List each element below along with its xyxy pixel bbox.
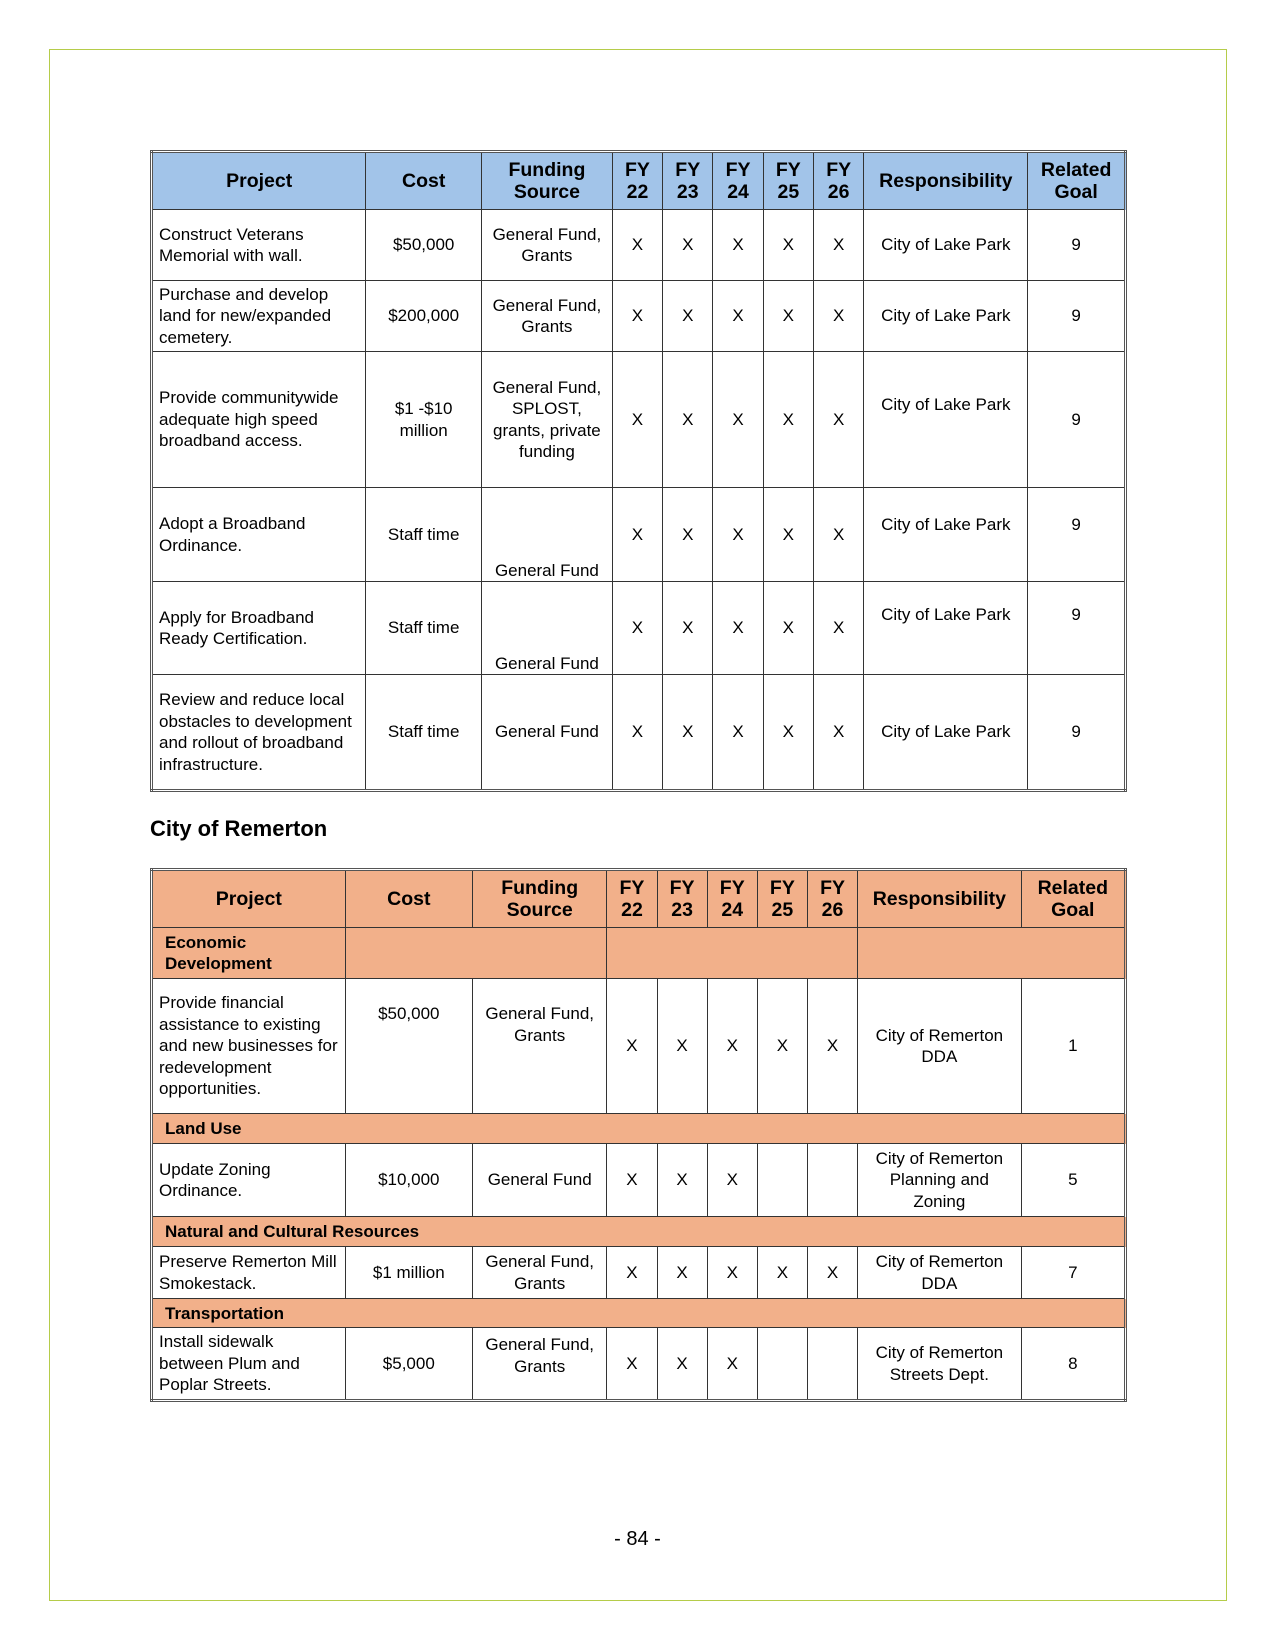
category-filler xyxy=(472,928,606,979)
fy23-cell: X xyxy=(663,352,713,488)
fy23-cell: X xyxy=(657,1328,707,1401)
category-row xyxy=(152,1217,1126,1247)
responsibility-cell: City of Lake Park xyxy=(864,582,1028,675)
responsibility-cell: City of Remerton Streets Dept. xyxy=(858,1328,1022,1401)
fy23-cell: X xyxy=(663,582,713,675)
project-cell: Construct Veterans Memorial with wall. xyxy=(152,210,366,281)
table-row xyxy=(152,979,1126,1114)
project-cell: Preserve Remerton Mill Smokestack. xyxy=(152,1247,346,1299)
fy25-cell xyxy=(757,1328,807,1401)
goal-cell: 9 xyxy=(1028,488,1126,582)
project-cell: Install sidewalk between Plum and Poplar Streets. xyxy=(152,1328,346,1401)
header-fy23: FY 23 xyxy=(657,870,707,928)
responsibility-cell: City of Remerton Planning and Zoning xyxy=(858,1144,1022,1217)
fy26-cell: X xyxy=(807,1247,857,1299)
fy23-cell: X xyxy=(663,488,713,582)
responsibility-cell: City of Remerton DDA xyxy=(858,1247,1022,1299)
goal-cell: 9 xyxy=(1028,582,1126,675)
fy24-cell: X xyxy=(707,1247,757,1299)
cost-cell: Staff time xyxy=(366,488,482,582)
funding-cell: General Fund xyxy=(482,675,613,791)
funding-cell: General Fund xyxy=(482,582,613,675)
fy23-cell: X xyxy=(663,281,713,352)
fy26-cell: X xyxy=(814,281,864,352)
goal-cell: 9 xyxy=(1028,675,1126,791)
table-row xyxy=(152,1144,1126,1217)
table-row xyxy=(152,1247,1126,1299)
fy24-cell: X xyxy=(713,488,763,582)
responsibility-cell: City of Lake Park xyxy=(864,488,1028,582)
funding-cell: General Fund, SPLOST, grants, private funding xyxy=(482,352,613,488)
fy24-cell: X xyxy=(713,352,763,488)
goal-cell: 9 xyxy=(1028,281,1126,352)
fy25-cell: X xyxy=(763,582,813,675)
table-row xyxy=(152,488,1126,582)
goal-cell: 7 xyxy=(1021,1247,1125,1299)
category-row xyxy=(152,1299,1126,1328)
section-heading: City of Remerton xyxy=(150,816,328,841)
fy26-cell: X xyxy=(814,210,864,281)
fy22-cell: X xyxy=(607,1247,657,1299)
category-label: Natural and Cultural Resources xyxy=(152,1217,1126,1247)
table-row xyxy=(152,210,1126,281)
cost-cell: $1 million xyxy=(345,1247,472,1299)
funding-cell: General Fund, Grants xyxy=(482,281,613,352)
cost-cell: $1 -$10 million xyxy=(366,352,482,488)
goal-cell: 9 xyxy=(1028,352,1126,488)
cost-cell: $200,000 xyxy=(366,281,482,352)
fy22-cell: X xyxy=(612,488,662,582)
fy26-cell xyxy=(807,1328,857,1401)
goal-cell: 1 xyxy=(1021,979,1125,1114)
fy24-cell: X xyxy=(707,1328,757,1401)
category-row xyxy=(152,928,1126,979)
project-cell: Purchase and develop land for new/expanded cemetery. xyxy=(152,281,366,352)
table-row xyxy=(152,675,1126,791)
fy26-cell: X xyxy=(807,979,857,1114)
header-fy22: FY 22 xyxy=(607,870,657,928)
funding-cell: General Fund, Grants xyxy=(472,1247,606,1299)
funding-cell: General Fund, Grants xyxy=(482,210,613,281)
goal-cell: 5 xyxy=(1021,1144,1125,1217)
table-row xyxy=(152,582,1126,675)
fy25-cell xyxy=(757,1144,807,1217)
header-fy23: FY 23 xyxy=(663,152,713,210)
fy26-cell xyxy=(807,1144,857,1217)
header-project: Project xyxy=(152,870,346,928)
category-label: Transportation xyxy=(152,1299,1126,1328)
responsibility-cell: City of Remerton DDA xyxy=(858,979,1022,1114)
project-cell: Update Zoning Ordinance. xyxy=(152,1144,346,1217)
category-label: Economic Development xyxy=(152,928,346,979)
fy26-cell: X xyxy=(814,675,864,791)
project-cell: Review and reduce local obstacles to development and rollout of broadband infrastructure. xyxy=(152,675,366,791)
fy22-cell: X xyxy=(612,675,662,791)
fy23-cell: X xyxy=(657,979,707,1114)
fy22-cell: X xyxy=(612,210,662,281)
header-fy24: FY 24 xyxy=(707,870,757,928)
header-funding-source: Funding Source xyxy=(482,152,613,210)
header-fy26: FY 26 xyxy=(814,152,864,210)
cost-cell: Staff time xyxy=(366,675,482,791)
header-row xyxy=(152,870,1126,928)
header-responsibility: Responsibility xyxy=(858,870,1022,928)
fy22-cell: X xyxy=(607,979,657,1114)
fy24-cell: X xyxy=(713,281,763,352)
responsibility-cell: City of Lake Park xyxy=(864,210,1028,281)
fy22-cell: X xyxy=(612,352,662,488)
category-filler xyxy=(607,928,858,979)
cost-cell: $5,000 xyxy=(345,1328,472,1401)
header-cost: Cost xyxy=(345,870,472,928)
responsibility-cell: City of Lake Park xyxy=(864,352,1028,488)
table-row xyxy=(152,1328,1126,1401)
fy23-cell: X xyxy=(663,210,713,281)
fy23-cell: X xyxy=(657,1247,707,1299)
fy25-cell: X xyxy=(763,352,813,488)
fy24-cell: X xyxy=(713,582,763,675)
fy26-cell: X xyxy=(814,352,864,488)
remerton-projects-table xyxy=(150,868,1127,1402)
category-label: Land Use xyxy=(152,1114,1126,1144)
category-filler xyxy=(345,928,472,979)
fy25-cell: X xyxy=(763,210,813,281)
cost-cell: $10,000 xyxy=(345,1144,472,1217)
cost-cell: $50,000 xyxy=(345,979,472,1114)
fy24-cell: X xyxy=(707,1144,757,1217)
fy22-cell: X xyxy=(612,582,662,675)
category-row xyxy=(152,1114,1126,1144)
header-responsibility: Responsibility xyxy=(864,152,1028,210)
table-row xyxy=(152,352,1126,488)
header-fy25: FY 25 xyxy=(763,152,813,210)
cost-cell: Staff time xyxy=(366,582,482,675)
header-fy22: FY 22 xyxy=(612,152,662,210)
header-project: Project xyxy=(152,152,366,210)
project-cell: Provide communitywide adequate high speed broadband access. xyxy=(152,352,366,488)
fy25-cell: X xyxy=(757,979,807,1114)
header-related-goal: Related Goal xyxy=(1021,870,1125,928)
project-cell: Apply for Broadband Ready Certification. xyxy=(152,582,366,675)
fy24-cell: X xyxy=(707,979,757,1114)
goal-cell: 8 xyxy=(1021,1328,1125,1401)
fy26-cell: X xyxy=(814,582,864,675)
funding-cell: General Fund xyxy=(472,1144,606,1217)
header-fy26: FY 26 xyxy=(807,870,857,928)
category-filler xyxy=(858,928,1126,979)
fy25-cell: X xyxy=(763,281,813,352)
fy23-cell: X xyxy=(663,675,713,791)
funding-cell: General Fund, Grants xyxy=(472,979,606,1114)
fy26-cell: X xyxy=(814,488,864,582)
fy24-cell: X xyxy=(713,210,763,281)
fy22-cell: X xyxy=(607,1328,657,1401)
header-related-goal: Related Goal xyxy=(1028,152,1126,210)
page-number: - 84 - xyxy=(614,1528,661,1550)
header-fy25: FY 25 xyxy=(757,870,807,928)
header-fy24: FY 24 xyxy=(713,152,763,210)
header-funding-source: Funding Source xyxy=(472,870,606,928)
funding-cell: General Fund xyxy=(482,488,613,582)
header-cost: Cost xyxy=(366,152,482,210)
project-cell: Adopt a Broadband Ordinance. xyxy=(152,488,366,582)
fy24-cell: X xyxy=(713,675,763,791)
fy23-cell: X xyxy=(657,1144,707,1217)
goal-cell: 9 xyxy=(1028,210,1126,281)
header-row xyxy=(152,152,1126,210)
funding-cell: General Fund, Grants xyxy=(472,1328,606,1401)
responsibility-cell: City of Lake Park xyxy=(864,281,1028,352)
fy25-cell: X xyxy=(757,1247,807,1299)
table-row xyxy=(152,281,1126,352)
fy22-cell: X xyxy=(607,1144,657,1217)
cost-cell: $50,000 xyxy=(366,210,482,281)
fy25-cell: X xyxy=(763,675,813,791)
fy25-cell: X xyxy=(763,488,813,582)
responsibility-cell: City of Lake Park xyxy=(864,675,1028,791)
project-cell: Provide financial assistance to existing and new businesses for redevelopment opportunities. xyxy=(152,979,346,1114)
lake-park-projects-table xyxy=(150,150,1127,792)
fy22-cell: X xyxy=(612,281,662,352)
